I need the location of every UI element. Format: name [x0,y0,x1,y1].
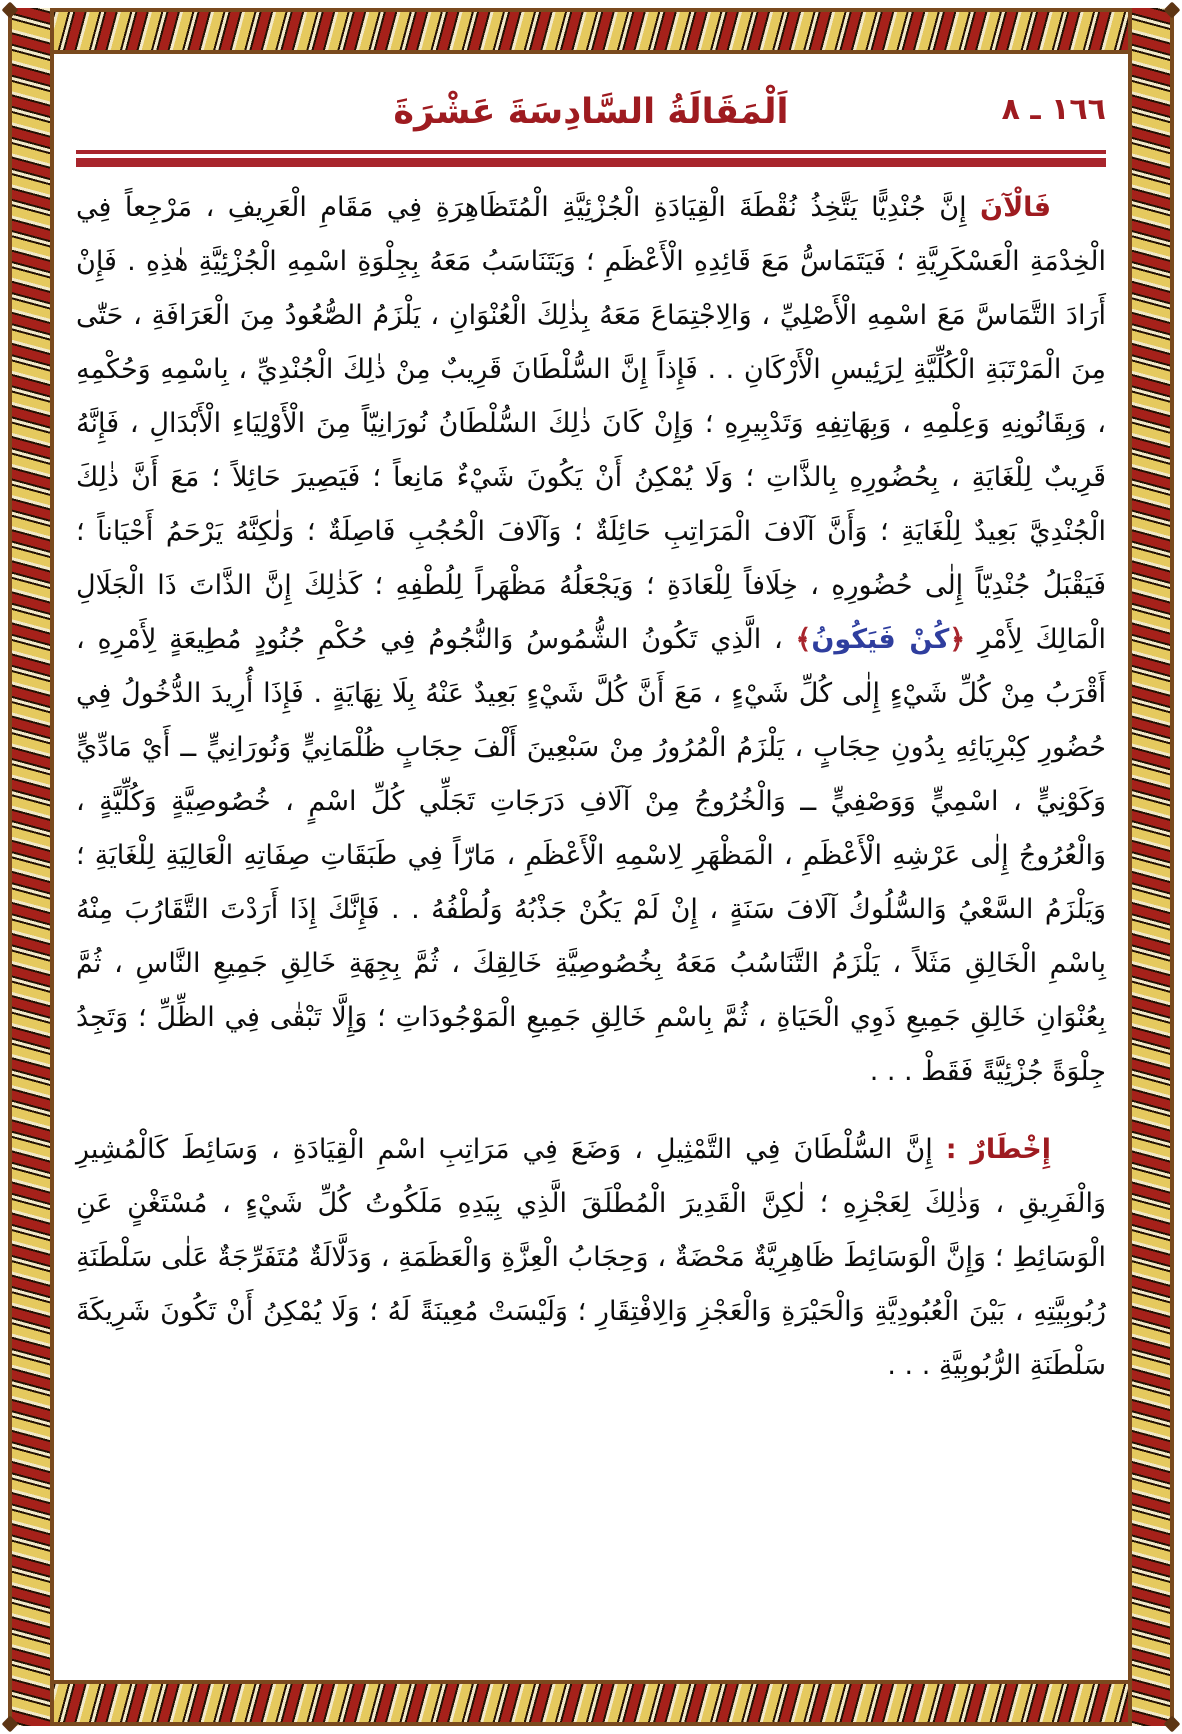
quran-quote: كُنْ فَيَكُونُ [811,624,950,655]
divider-rule-thick [76,158,1106,167]
page-number: ١٦٦ ـ ٨ [1001,92,1106,127]
body-text [76,181,1106,1393]
header-divider [76,150,1106,167]
ornamental-border-top [8,8,1174,54]
text-segment: ﴾ [795,624,812,655]
page-content [52,50,1130,1684]
ornamental-border-left [8,8,54,1726]
emphasis-word: فَالْآنَ [980,192,1051,223]
paragraph [76,1123,1106,1393]
text-segment: إِنَّ جُنْدِيًّا يَتَّخِذُ نُقْطَةَ الْقِيَادَةِ الْجُزْئِيَّةِ الْمُتَظَاهِرَةِ فِي مَقَامِ الْعَرِيفِ ، مَرْجِعاً فِي الْخِدْمَةِ الْعَسْكَرِيَّةِ ؛ فَيَتَمَاسُّ مَعَ قَائِدِهِ الْأَعْظَمِ ؛ وَيَتَنَاسَبُ مَعَهُ بِجِلْوَةِ اسْمِهِ الْجُزْئِيَّةِ هٰذِهِ . فَإِنْ أَرَادَ التَّمَاسَّ مَعَ اسْمِهِ الْأَصْلِيِّ ، وَالِاجْتِمَاعَ مَعَهُ بِذٰلِكَ الْعُنْوَانِ ، يَلْزَمُ الصُّعُودُ مِنَ الْعَرَافَةِ ، حَتّٰى مِنَ الْمَرْتَبَةِ الْكُلِّيَّةِ لِرَئِيسِ الْأَرْكَانِ . . فَإِذاً إِنَّ السُّلْطَانَ قَرِيبٌ مِنْ ذٰلِكَ الْجُنْدِيِّ ، بِاسْمِهِ وَحُكْمِهِ ، وَبِقَانُونِهِ وَعِلْمِهِ ، وَبِهَاتِفِهِ وَتَدْبِيرِهِ ؛ وَإِنْ كَانَ ذٰلِكَ السُّلْطَانُ نُورَانِيّاً مِنَ الْأَوْلِيَاءِ الْأَبْدَالِ ، فَإِنَّهُ قَرِيبٌ لِلْغَايَةِ ، بِحُضُورِهِ بِالذَّاتِ ؛ وَلَا يُمْكِنُ أَنْ يَكُونَ شَيْءٌ مَانِعاً ؛ فَيَصِيرَ حَائِلاً ؛ مَعَ أَنَّ ذٰلِكَ الْجُنْدِيَّ بَعِيدٌ لِلْغَايَةِ ؛ وَأَنَّ آلَافَ الْمَرَاتِبِ حَائِلَةٌ ؛ وَآلَافَ الْحُجُبِ فَاصِلَةٌ ؛ وَلٰكِنَّهُ يَرْحَمُ أَحْيَاناً ؛ فَيَقْبَلُ جُنْدِيّاً إِلٰى حُضُورِهِ ، خِلَافاً لِلْعَادَةِ ؛ وَيَجْعَلُهُ مَظْهَراً لِلُطْفِهِ ؛ كَذٰلِكَ إِنَّ الذَّاتَ ذَا الْجَلَالِ الْمَالِكَ لِأَمْرِ [76,192,1106,655]
page-title: اَلْمَقَالَةُ السَّادِسَةَ عَشْرَةَ [393,92,789,132]
ornamental-border-right [1128,8,1174,1726]
text-segment: ﴿ [949,624,966,655]
ornamental-border-bottom [8,1680,1174,1726]
paragraph [76,181,1106,1099]
text-segment: إِنَّ السُّلْطَانَ فِي التَّمْثِيلِ ، وَضَعَ فِي مَرَاتِبِ اسْمِ الْقِيَادَةِ ، وَسَائِطَ كَالْمُشِيرِ وَالْفَرِيقِ ، وَذٰلِكَ لِعَجْزِهِ ؛ لٰكِنَّ الْقَدِيرَ الْمُطْلَقَ الَّذِي بِيَدِهِ مَلَكُوتُ كُلِّ شَيْءٍ ، مُسْتَغْنٍ عَنِ الْوَسَائِطِ ؛ وَإِنَّ الْوَسَائِطَ ظَاهِرِيَّةٌ مَحْضَةٌ ، وَحِجَابُ الْعِزَّةِ وَالْعَظَمَةِ ، وَدَلَّالَةٌ مُتَفَرِّجَةٌ عَلٰى سَلْطَنَةِ رُبُوبِيَّتِهِ ، بَيْنَ الْعُبُودِيَّةِ وَالْحَيْرَةِ وَالْعَجْزِ وَالِافْتِقَارِ ؛ وَلَيْسَتْ مُعِينَةً لَهُ ؛ وَلَا يُمْكِنُ أَنْ تَكُونَ شَرِيكَةَ سَلْطَنَةِ الرُّبُوبِيَّةِ . . . [76,1134,1106,1381]
text-segment: ، الَّذِي تَكُونُ الشُّمُوسُ وَالنُّجُومُ فِي حُكْمِ جُنُودٍ مُطِيعَةٍ لِأَمْرِهِ ، أَقْرَبُ مِنْ كُلِّ شَيْءٍ إِلٰى كُلِّ شَيْءٍ ، مَعَ أَنَّ كُلَّ شَيْءٍ بَعِيدٌ عَنْهُ بِلَا نِهَايَةٍ . فَإِذَا أُرِيدَ الدُّخُولُ فِي حُضُورِ كِبْرِيَائِهِ بِدُونِ حِجَابٍ ، يَلْزَمُ الْمُرُورُ مِنْ سَبْعِينَ أَلْفَ حِجَابٍ ظُلْمَانِيٍّ وَنُورَانِيٍّ ــ أَيْ مَادِّيٍّ وَكَوْنِيٍّ ، اسْمِيٍّ وَوَصْفِيٍّ ــ وَالْخُرُوجُ مِنْ آلَافِ دَرَجَاتِ تَجَلِّي كُلِّ اسْمٍ ، خُصُوصِيَّةٍ وَكُلِّيَّةٍ ، وَالْعُرُوجُ إِلٰى عَرْشِهِ الْأَعْظَمِ ، الْمَظْهَرِ لِاسْمِهِ الْأَعْظَمِ ، مَارّاً فِي طَبَقَاتِ صِفَاتِهِ الْعَالِيَةِ لِلْغَايَةِ ؛ وَيَلْزَمُ السَّعْيُ وَالسُّلُوكُ آلَافَ سَنَةٍ ، إِنْ لَمْ يَكُنْ جَذْبُهُ وَلُطْفُهُ . . فَإِنَّكَ إِذَا أَرَدْتَ التَّقَارُبَ مِنْهُ بِاسْمِ الْخَالِقِ مَثَلاً ، يَلْزَمُ التَّنَاسُبُ مَعَهُ بِخُصُوصِيَّةِ خَالِقِكَ ، ثُمَّ بِجِهَةِ خَالِقِ جَمِيعِ النَّاسِ ، ثُمَّ بِعُنْوَانِ خَالِقِ جَمِيعِ ذَوِي الْحَيَاةِ ، ثُمَّ بِاسْمِ خَالِقِ جَمِيعِ الْمَوْجُودَاتِ ؛ وَإِلَّا تَبْقٰى فِي الظِّلِّ ؛ وَتَجِدُ جِلْوَةً جُزْئِيَّةً فَقَطْ . . . [76,624,1106,1087]
page-header [76,86,1106,138]
emphasis-word: إِخْطَارٌ : [945,1134,1051,1165]
